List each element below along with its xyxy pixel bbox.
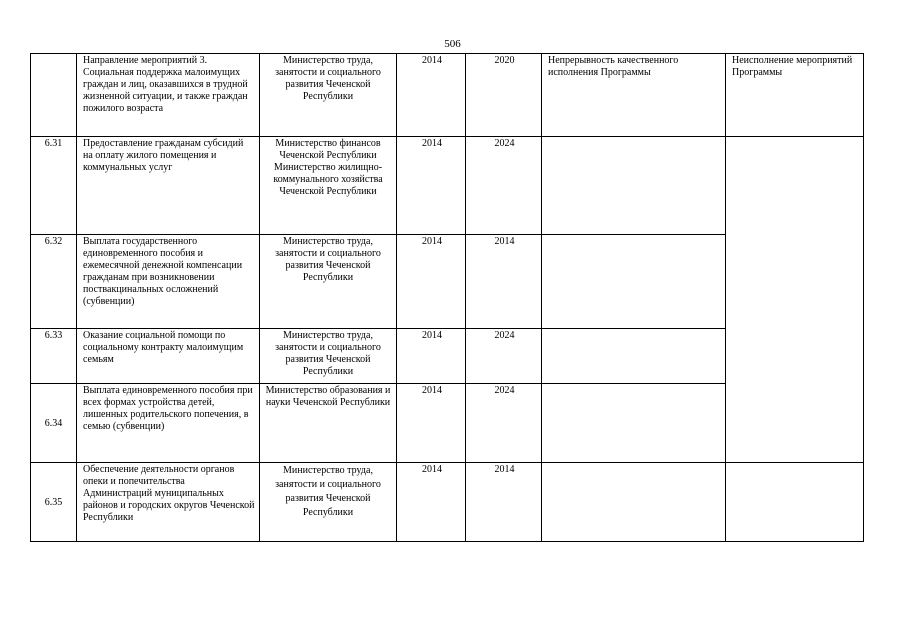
cell-number <box>31 54 77 137</box>
table-row <box>31 463 864 542</box>
cell-end-year: 2024 <box>466 384 542 463</box>
cell-activity-name: Выплата государственного единовременного пособия и ежемесячной денежной компенсации гражданам при возникновении поствакцинальных осложнений (субвенции) <box>77 235 260 329</box>
cell-start-year: 2014 <box>397 137 466 235</box>
cell-number: 6.31 <box>31 137 77 235</box>
cell-expected-result <box>542 329 726 384</box>
cell-number: 6.33 <box>31 329 77 384</box>
cell-consequence <box>726 463 864 542</box>
table-row <box>31 54 864 137</box>
cell-activity-name: Оказание социальной помощи по социальному контракту малоимущим семьям <box>77 329 260 384</box>
cell-activity-name: Предоставление гражданам субсидий на оплату жилого помещения и коммунальных услуг <box>77 137 260 235</box>
cell-end-year: 2014 <box>466 235 542 329</box>
cell-activity-name: Обеспечение деятельности органов опеки и попечительства Администраций муниципальных районов и городских округов Чеченской Республики <box>77 463 260 542</box>
cell-start-year: 2014 <box>397 235 466 329</box>
cell-activity-name: Выплата единовременного пособия при всех формах устройства детей, лишенных родительского попечения, в семью (субвенции) <box>77 384 260 463</box>
cell-end-year: 2020 <box>466 54 542 137</box>
cell-executor: Министерство финансов Чеченской Республики Министерство жилищно-коммунального хозяйства Чеченской Республики <box>260 137 397 235</box>
cell-end-year: 2014 <box>466 463 542 542</box>
cell-expected-result <box>542 384 726 463</box>
cell-executor: Министерство труда, занятости и социального развития Чеченской Республики <box>260 235 397 329</box>
cell-number: 6.34 <box>31 384 77 463</box>
table-row <box>31 137 864 235</box>
cell-number: 6.35 <box>31 463 77 542</box>
cell-activity-name: Направление мероприятий 3. Социальная поддержка малоимущих граждан и лиц, оказавшихся в трудной жизненной ситуации, и также граждан пожилого возраста <box>77 54 260 137</box>
cell-consequence: Неисполнение мероприятий Программы <box>726 54 864 137</box>
cell-end-year: 2024 <box>466 137 542 235</box>
cell-end-year: 2024 <box>466 329 542 384</box>
cell-number: 6.32 <box>31 235 77 329</box>
cell-executor: Министерство труда, занятости и социального развития Чеченской Республики <box>260 463 397 542</box>
cell-consequence <box>726 137 864 463</box>
cell-start-year: 2014 <box>397 329 466 384</box>
cell-expected-result <box>542 137 726 235</box>
cell-start-year: 2014 <box>397 54 466 137</box>
page-number: 506 <box>444 38 461 50</box>
cell-start-year: 2014 <box>397 384 466 463</box>
cell-executor: Министерство труда, занятости и социального развития Чеченской Республики <box>260 54 397 137</box>
cell-executor: Министерство труда, занятости и социального развития Чеченской Республики <box>260 329 397 384</box>
cell-expected-result <box>542 235 726 329</box>
cell-executor: Министерство образования и науки Чеченской Республики <box>260 384 397 463</box>
cell-start-year: 2014 <box>397 463 466 542</box>
cell-expected-result <box>542 463 726 542</box>
cell-expected-result: Непрерывность качественного исполнения Программы <box>542 54 726 137</box>
program-table <box>30 53 864 542</box>
